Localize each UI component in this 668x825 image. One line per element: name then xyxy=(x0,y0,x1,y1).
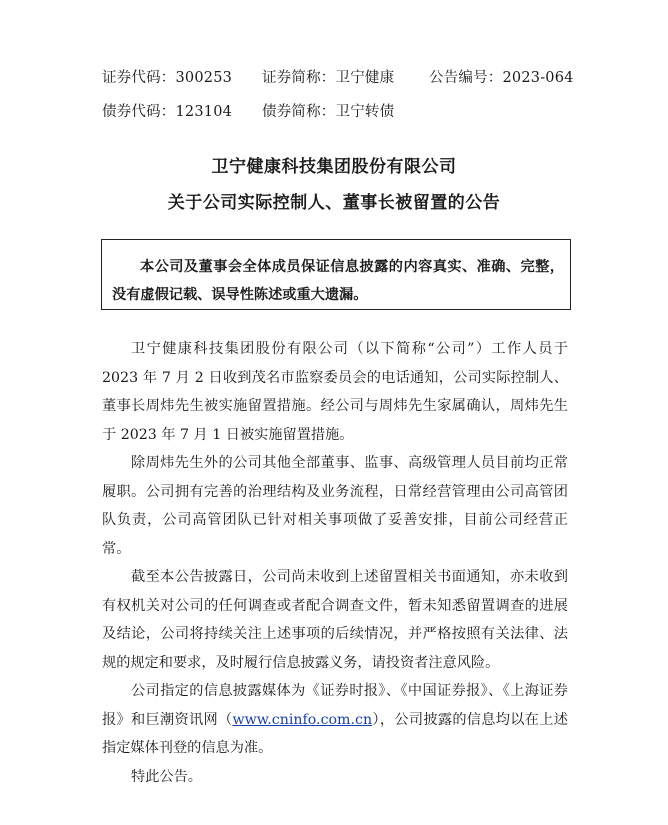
header-row-1 xyxy=(102,66,574,87)
paragraph-4-text-before: 公司指定的信息披露媒体为《证券时报》、《中国证券报》、《上海证券报》和巨潮资讯网（ xyxy=(102,683,568,728)
notice-box xyxy=(101,239,571,310)
paragraph-4-text-after: ），公司披露的信息均以在上述指定媒体刊登的信息为准。 xyxy=(102,711,568,756)
announcement-body xyxy=(102,335,568,791)
bond-code: 债券代码：123104 xyxy=(102,104,233,120)
header-row-2 xyxy=(102,100,394,121)
paragraph-4 xyxy=(102,677,568,763)
paragraph-2: 除周炜先生外的公司其他全部董事、监事、高级管理人员目前均正常履职。公司拥有完善的治理结构及业务流程，日常经营管理由公司高管团队负责，公司高管团队已针对相关事项做了妥善安排，目前公司经营正常。 xyxy=(102,455,568,557)
bond-abbreviation: 债券简称：卫宁转债 xyxy=(262,104,395,120)
security-abbreviation: 证券简称：卫宁健康 xyxy=(262,70,395,86)
security-code: 证券代码：300253 xyxy=(102,70,233,86)
notice-statement: 本公司及董事会全体成员保证信息披露的内容真实、准确、完整，没有虚假记载、误导性陈述或重大遗漏。 xyxy=(112,259,564,303)
company-title: 卫宁健康科技集团股份有限公司 xyxy=(211,157,457,177)
paragraph-1: 卫宁健康科技集团股份有限公司（以下简称“公司”）工作人员于 2023 年 7 月 2 日收到茂名市监察委员会的电话通知，公司实际控制人、董事长周炜先生被实施留置措施。经公司与周炜先生家属确认，周炜先生于 2023 年 7 月 1 日被实施留置措施。 xyxy=(102,341,568,443)
closing-statement: 特此公告。 xyxy=(131,768,202,785)
announcement-title: 关于公司实际控制人、董事长被留置的公告 xyxy=(167,193,501,213)
announcement-number: 公告编号：2023-064 xyxy=(429,70,574,86)
paragraph-3: 截至本公告披露日，公司尚未收到上述留置相关书面通知，亦未收到有权机关对公司的任何调查或者配合调查文件，暂未知悉留置调查的进展及结论，公司将持续关注上述事项的后续情况，并严格按照有关法律、法规的规定和要求，及时履行信息披露义务，请投资者注意风险。 xyxy=(102,569,568,671)
cninfo-link[interactable]: www.cninfo.com.cn xyxy=(232,711,373,728)
